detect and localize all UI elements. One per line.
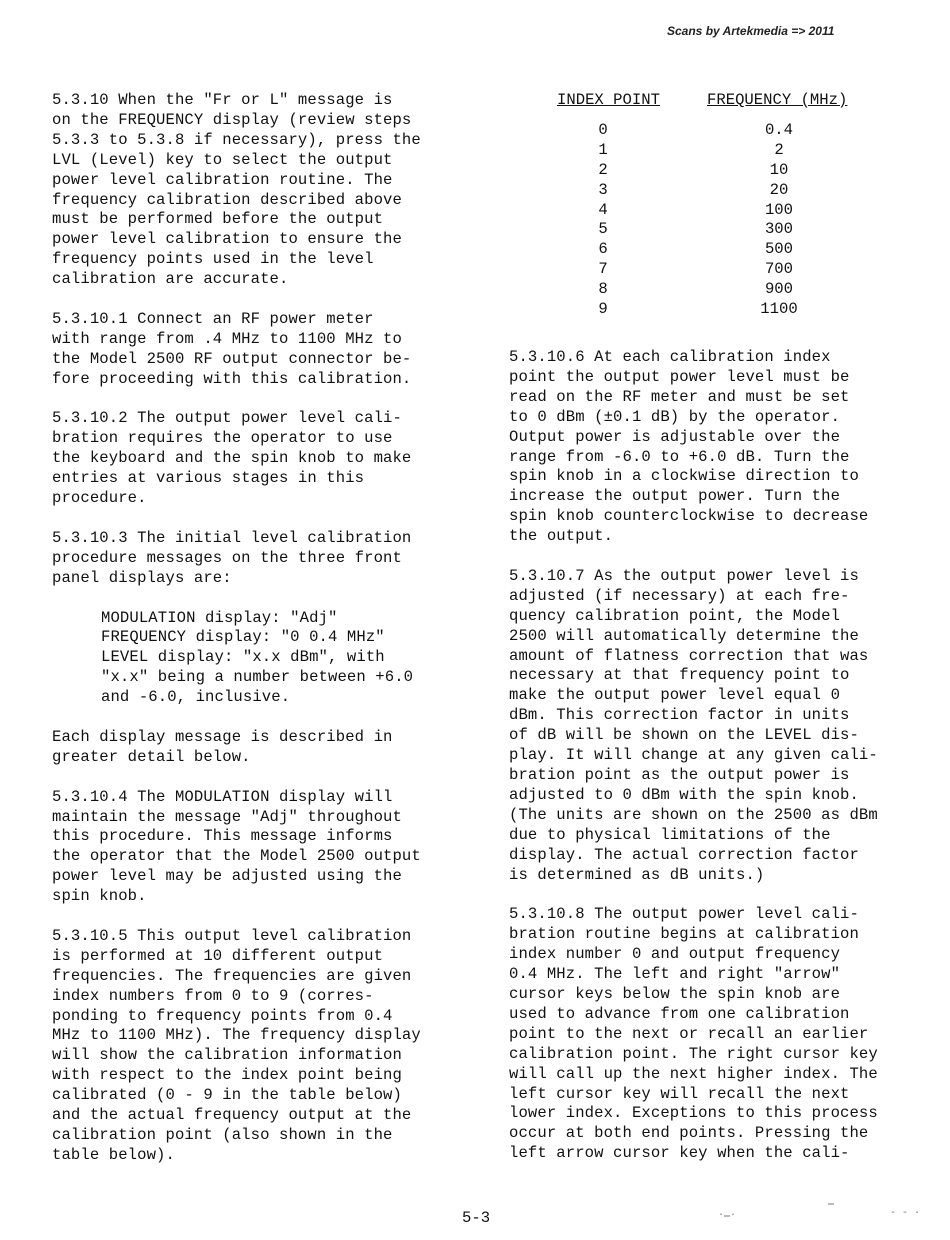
table-row bbox=[557, 300, 867, 320]
index-cell: 0 bbox=[598, 120, 608, 139]
frequency-cell: 700 bbox=[764, 260, 794, 279]
index-cell: 2 bbox=[598, 160, 608, 179]
paragraph-5-3-10-8: 5.3.10.8 The output power level cali- bration routine begins at calibration index number 0 and output frequency 0.4 MHz. The left and right "arrow" cursor keys below the spin knob are used to advance from one calibration point to the next or recall an earlier calibration point. The right cursor key will call up the next higher index. The left cursor key will recall the next lower index. Exceptions to this process occur at both end points. Pressing the left arrow cursor key when the cali- bbox=[509, 905, 878, 1163]
index-cell: 4 bbox=[598, 200, 608, 219]
index-cell: 1 bbox=[598, 140, 608, 159]
table-row bbox=[557, 121, 867, 141]
table-header bbox=[557, 91, 867, 111]
scan-artifact: ‗ bbox=[828, 1196, 835, 1207]
paragraph-display-description: Each display message is described in greater detail below. bbox=[52, 727, 393, 766]
calibration-index-table bbox=[557, 91, 867, 320]
index-cell: 7 bbox=[598, 260, 608, 279]
frequency-cell: 10 bbox=[769, 160, 789, 179]
table-row bbox=[557, 181, 867, 201]
table-row bbox=[557, 141, 867, 161]
left-column bbox=[52, 91, 442, 1186]
table-row bbox=[557, 260, 867, 280]
index-cell: 8 bbox=[598, 280, 608, 299]
scan-artifact: - - · bbox=[890, 1208, 921, 1219]
frequency-cell: 0.4 bbox=[764, 120, 794, 139]
index-cell: 6 bbox=[598, 240, 608, 259]
paragraph-5-3-10-1: 5.3.10.1 Connect an RF power meter with range from .4 MHz to 1100 MHz to the Model 2500 RF output connector be- fore proceeding with this calibration. bbox=[52, 309, 412, 388]
paragraph-5-3-10-2: 5.3.10.2 The output power level cali- bration requires the operator to use the keyboard and the spin knob to make entries at various stages in this procedure. bbox=[52, 409, 412, 508]
frequency-cell: 900 bbox=[764, 280, 794, 299]
paragraph-5-3-10-7: 5.3.10.7 As the output power level is adjusted (if necessary) at each fre- quency calibration point, the Model 2500 will automatically determine the amount of flatness correction that was necessary at that frequency point to make the output power level equal 0 dBm. This correction factor in units of dB will be shown on the LEVEL dis- play. It will change at any given cali- bration point as the output power is adjusted to 0 dBm with the spin knob. (The units are shown on the 2500 as dBm due to physical limitations of the display. The actual correction factor is determined as dB units.) bbox=[509, 566, 878, 884]
index-cell: 9 bbox=[598, 300, 608, 319]
scan-artifact: .‗. bbox=[718, 1208, 737, 1219]
paragraph-5-3-10-3: 5.3.10.3 The initial level calibration procedure messages on the three front panel displays are: bbox=[52, 528, 412, 587]
paragraph-5-3-10-6: 5.3.10.6 At each calibration index point the output power level must be read on the RF meter and must be set to 0 dBm (±0.1 dB) by the operator. Output power is adjustable over the range from -6.0 to +6.0 dB. Turn the spin knob in a clockwise direction to increase the output power. Turn the spin knob counterclockwise to decrease the output. bbox=[509, 348, 869, 546]
display-messages-block: MODULATION display: "Adj" FREQUENCY display: "0 0.4 MHz" LEVEL display: "x.x dBm", with "x.x" being a number between +6.0 and -6.0, inclusive. bbox=[101, 608, 414, 707]
paragraph-5-3-10: 5.3.10 When the "Fr or L" message is on the FREQUENCY display (review steps 5.3.3 to 5.3.8 if necessary), press the LVL (Level) key to select the output power level calibration routine. The frequency calibration described above must be performed before the output power level calibration to ensure the frequency points used in the level calibration are accurate. bbox=[52, 91, 421, 289]
paragraph-5-3-10-5: 5.3.10.5 This output level calibration is performed at 10 different output frequencies. The frequencies are given index numbers from 0 to 9 (corres- ponding to frequency points from 0.4 MHz to 1100 MHz). The frequency display will show the calibration information with respect to the index point being calibrated (0 - 9 in the table below) and the actual frequency output at the calibration point (also shown in the table below). bbox=[52, 926, 421, 1164]
frequency-cell: 500 bbox=[764, 240, 794, 259]
index-cell: 5 bbox=[598, 220, 608, 239]
frequency-cell: 2 bbox=[774, 140, 784, 159]
frequency-cell: 20 bbox=[769, 180, 789, 199]
header-frequency: FREQUENCY (MHz) bbox=[707, 91, 848, 109]
table-row bbox=[557, 280, 867, 300]
frequency-cell: 300 bbox=[764, 220, 794, 239]
paragraph-5-3-10-4: 5.3.10.4 The MODULATION display will maintain the message "Adj" throughout this procedure. This message informs the operator that the Model 2500 output power level may be adjusted using the spin knob. bbox=[52, 787, 421, 906]
frequency-cell: 100 bbox=[764, 200, 794, 219]
index-cell: 3 bbox=[598, 180, 608, 199]
scan-credit: Scans by Artekmedia => 2011 bbox=[667, 24, 835, 38]
table-row bbox=[557, 240, 867, 260]
right-column bbox=[509, 348, 901, 1184]
table-row bbox=[557, 201, 867, 221]
frequency-cell: 1100 bbox=[760, 300, 798, 319]
page-number: 5-3 bbox=[462, 1209, 491, 1227]
header-index-point: INDEX POINT bbox=[557, 91, 660, 109]
table-row bbox=[557, 161, 867, 181]
table-row bbox=[557, 220, 867, 240]
